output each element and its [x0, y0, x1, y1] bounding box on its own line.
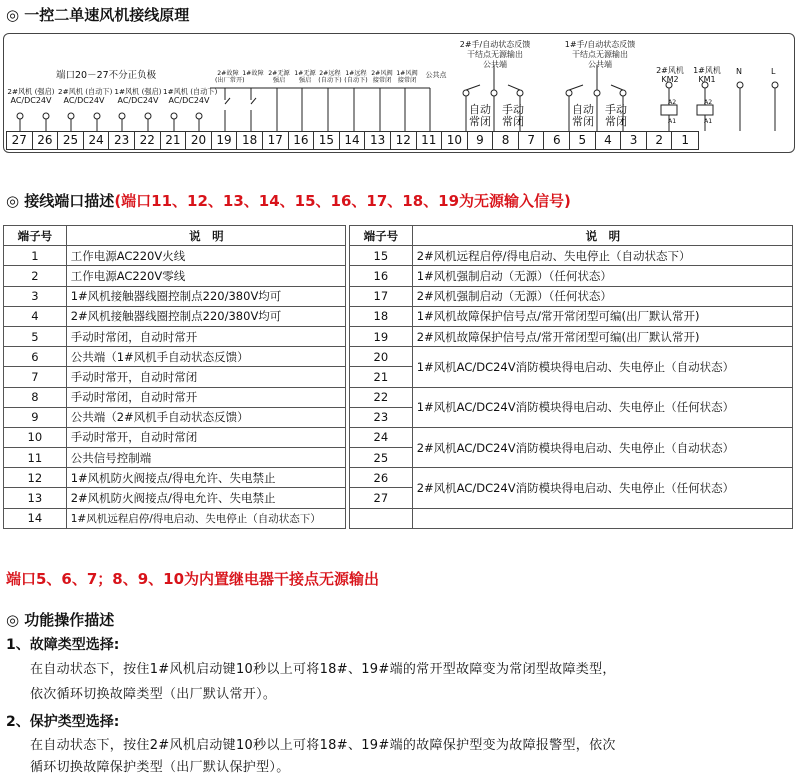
table-row	[350, 326, 793, 346]
terminal-number: 16	[350, 266, 413, 286]
terminal-11: 11	[417, 132, 443, 149]
n-label: N	[736, 67, 742, 76]
label-input-15: 2#远程 (自动下)	[318, 70, 342, 84]
table-row	[4, 266, 346, 286]
table-row	[4, 246, 346, 266]
terminal-20: 20	[186, 132, 212, 149]
terminal-description: 工作电源AC220V火线	[66, 246, 345, 266]
terminal-number: 2	[4, 266, 67, 286]
terminal-description: 手动时常闭，自动时常开	[66, 387, 345, 407]
terminal-18: 18	[237, 132, 263, 149]
terminal-strip	[6, 131, 699, 150]
terminal-21: 21	[161, 132, 187, 149]
table-row	[350, 286, 793, 306]
section-title-port-description: ◎ 接线端口描述(端口11、12、13、14、15、16、17、18、19为无源输入信号)	[6, 192, 571, 210]
terminal-description: 2#风机接触器线圈控制点220/380V均可	[66, 306, 345, 326]
terminal-number: 20	[350, 347, 413, 367]
terminal-number: 11	[4, 448, 67, 468]
table-row	[4, 448, 346, 468]
terminal-14: 14	[340, 132, 366, 149]
label-input-14: 1#远程 (自动下)	[344, 70, 368, 84]
table-row	[4, 508, 346, 528]
terminal-description: 1#风机AC/DC24V消防模块得电启动、失电停止（任何状态）	[412, 387, 792, 427]
header-description: 说 明	[412, 226, 792, 246]
terminal-17: 17	[263, 132, 289, 149]
terminal-5: 5	[570, 132, 596, 149]
terminal-description: 手动时常开，自动时常闭	[66, 367, 345, 387]
table-row	[350, 387, 793, 407]
terminal-description: 公共端（1#风机手自动状态反馈）	[66, 347, 345, 367]
terminal-3: 3	[621, 132, 647, 149]
terminal-19: 19	[212, 132, 238, 149]
terminal-number: 5	[4, 326, 67, 346]
terminal-description	[412, 508, 792, 528]
terminal-description: 手动时常闭，自动时常开	[66, 326, 345, 346]
terminal-number: 18	[350, 306, 413, 326]
table-row	[4, 306, 346, 326]
header-description: 说 明	[66, 226, 345, 246]
terminal-number: 15	[350, 246, 413, 266]
terminal-7: 7	[519, 132, 545, 149]
terminal-description: 1#风机强制启动（无源）（任何状态）	[412, 266, 792, 286]
table-row	[350, 427, 793, 447]
terminal-number: 21	[350, 367, 413, 387]
km2-a1: A1	[668, 118, 677, 125]
terminal-description: 1#风机接触器线圈控制点220/380V均可	[66, 286, 345, 306]
label-1fan-force: 1#风机 (强启) AC/DC24V	[114, 87, 162, 105]
label-2fan-force: 2#风机 (强启) AC/DC24V	[7, 87, 55, 105]
label-input-16: 1#无源 强启	[294, 70, 316, 84]
terminal-number: 27	[350, 488, 413, 508]
table-row	[350, 468, 793, 488]
terminal-description: 公共信号控制端	[66, 448, 345, 468]
terminal-description: 2#风机AC/DC24V消防模块得电启动、失电停止（自动状态）	[412, 427, 792, 467]
terminal-number: 23	[350, 407, 413, 427]
terminal-number: 10	[4, 427, 67, 447]
table-row	[4, 367, 346, 387]
fault-type-line2: 依次循环切换故障类型（出厂默认常开）。	[30, 687, 277, 702]
protection-type-line1: 在自动状态下，按住2#风机启动键10秒以上可将18#、19#端的故障保护型变为故障报警型，依次	[30, 738, 616, 753]
terminal-number: 19	[350, 326, 413, 346]
terminal-10: 10	[442, 132, 468, 149]
terminal-9: 9	[468, 132, 494, 149]
protection-type-title: 2、保护类型选择:	[6, 714, 120, 730]
fault-type-title: 1、故障类型选择:	[6, 637, 120, 653]
terminal-13: 13	[365, 132, 391, 149]
terminal-26: 26	[33, 132, 59, 149]
table-row	[350, 246, 793, 266]
km1-a1: A1	[704, 118, 713, 125]
relay1-manual-contact-label: 手动 常闭	[605, 103, 627, 128]
relay2-auto-contact-label: 自动 常闭	[469, 103, 491, 128]
km1-label: 1#风机 KM1	[693, 66, 721, 84]
terminal-number: 3	[4, 286, 67, 306]
terminal-number: 24	[350, 427, 413, 447]
label-input-19: 2#故障 (出厂常开)	[215, 70, 245, 84]
terminal-description: 1#风机远程启停/得电启动、失电停止（自动状态下）	[66, 508, 345, 528]
table-row	[350, 347, 793, 367]
terminal-number: 14	[4, 508, 67, 528]
terminal-number	[350, 508, 413, 528]
terminal-24: 24	[84, 132, 110, 149]
label-input-18: 1#故障	[242, 70, 264, 77]
terminal-15: 15	[314, 132, 340, 149]
label-input-12: 1#风阀 接常闭	[396, 70, 418, 84]
port-table-left	[3, 225, 346, 529]
terminal-25: 25	[58, 132, 84, 149]
terminal-number: 17	[350, 286, 413, 306]
terminal-description: 手动时常开，自动时常闭	[66, 427, 345, 447]
terminal-number: 9	[4, 407, 67, 427]
terminal-number: 26	[350, 468, 413, 488]
table-row	[350, 266, 793, 286]
fault-type-line1: 在自动状态下，按住1#风机启动键10秒以上可将18#、19#端的常开型故障变为常闭型故障类型，	[30, 662, 616, 677]
terminal-number: 6	[4, 347, 67, 367]
label-common-point: 公共点	[425, 71, 447, 79]
terminal-description: 公共端（2#风机手自动状态反馈）	[66, 407, 345, 427]
l-label: L	[771, 67, 776, 76]
terminal-number: 1	[4, 246, 67, 266]
terminal-number: 13	[4, 488, 67, 508]
km1-a2: A2	[704, 99, 713, 106]
header-terminal: 端子号	[4, 226, 67, 246]
header-terminal: 端子号	[350, 226, 413, 246]
section-title-function: ◎ 功能操作描述	[6, 611, 115, 629]
table-row	[4, 488, 346, 508]
terminal-1: 1	[681, 133, 690, 147]
km2-label: 2#风机 KM2	[656, 66, 684, 84]
terminal-description: 1#风机AC/DC24V消防模块得电启动、失电停止（自动状态）	[412, 347, 792, 387]
relay1-header: 1#手/自动状态反馈 干结点无源输出 公共端	[564, 40, 636, 69]
screw-terminals-left	[17, 113, 202, 131]
terminal-23: 23	[109, 132, 135, 149]
port-table-right	[349, 225, 793, 529]
terminal-description: 1#风机防火阀接点/得电允许、失电禁止	[66, 468, 345, 488]
terminal-group-label: 端口20－27不分正负极	[56, 70, 157, 81]
protection-type-line2: 循环切换故障保护类型（出厂默认保护型）。	[30, 760, 290, 775]
terminal-description: 2#风机防火阀接点/得电允许、失电禁止	[66, 488, 345, 508]
passive-input-note: (端口11、12、13、14、15、16、17、18、19为无源输入信号)	[114, 192, 571, 210]
terminal-description: 2#风机强制启动（无源）（任何状态）	[412, 286, 792, 306]
terminal-number: 7	[4, 367, 67, 387]
terminal-number: 22	[350, 387, 413, 407]
terminal-16: 16	[289, 132, 315, 149]
terminal-description: 2#风机远程启停/得电启动、失电停止（自动状态下）	[412, 246, 792, 266]
terminal-number: 25	[350, 448, 413, 468]
relay2-header: 2#手/自动状态反馈 干结点无源输出 公共端	[459, 40, 531, 69]
relay2-manual-contact-label: 手动 常闭	[502, 103, 524, 128]
terminal-number: 12	[4, 468, 67, 488]
terminal-8: 8	[493, 132, 519, 149]
terminal-4: 4	[596, 132, 622, 149]
label-2fan-auto: 2#风机 (自动下) AC/DC24V	[58, 87, 113, 105]
label-input-13: 2#风阀 接常闭	[371, 70, 393, 84]
terminal-22: 22	[135, 132, 161, 149]
terminal-2: 2	[647, 132, 673, 149]
table-row	[4, 387, 346, 407]
label-1fan-auto: 1#风机 (自动下) AC/DC24V	[163, 87, 218, 105]
table-row	[4, 347, 346, 367]
table-row	[4, 286, 346, 306]
table-row	[4, 326, 346, 346]
relay1-auto-contact-label: 自动 常闭	[572, 103, 594, 128]
terminal-6: 6	[544, 132, 570, 149]
section-title-wiring-principle: ◎ 一控二单速风机接线原理	[6, 6, 190, 24]
terminal-12: 12	[391, 132, 417, 149]
relay-output-note: 端口5、6、7；8、9、10为内置继电器干接点无源输出	[6, 570, 380, 588]
terminal-description: 2#风机AC/DC24V消防模块得电启动、失电停止（任何状态）	[412, 468, 792, 508]
table-row	[4, 468, 346, 488]
terminal-description: 2#风机故障保护信号点/常开常闭型可编(出厂默认常开)	[412, 326, 792, 346]
table-row	[4, 407, 346, 427]
terminal-number: 8	[4, 387, 67, 407]
table-row	[350, 306, 793, 326]
km2-a2: A2	[668, 99, 677, 106]
table-row	[4, 427, 346, 447]
terminal-description: 工作电源AC220V零线	[66, 266, 345, 286]
label-input-17: 2#无源 强启	[268, 70, 290, 84]
table-row-empty	[350, 508, 793, 528]
terminal-27: 27	[7, 132, 33, 149]
terminal-number: 4	[4, 306, 67, 326]
terminal-description: 1#风机故障保护信号点/常开常闭型可编(出厂默认常开)	[412, 306, 792, 326]
